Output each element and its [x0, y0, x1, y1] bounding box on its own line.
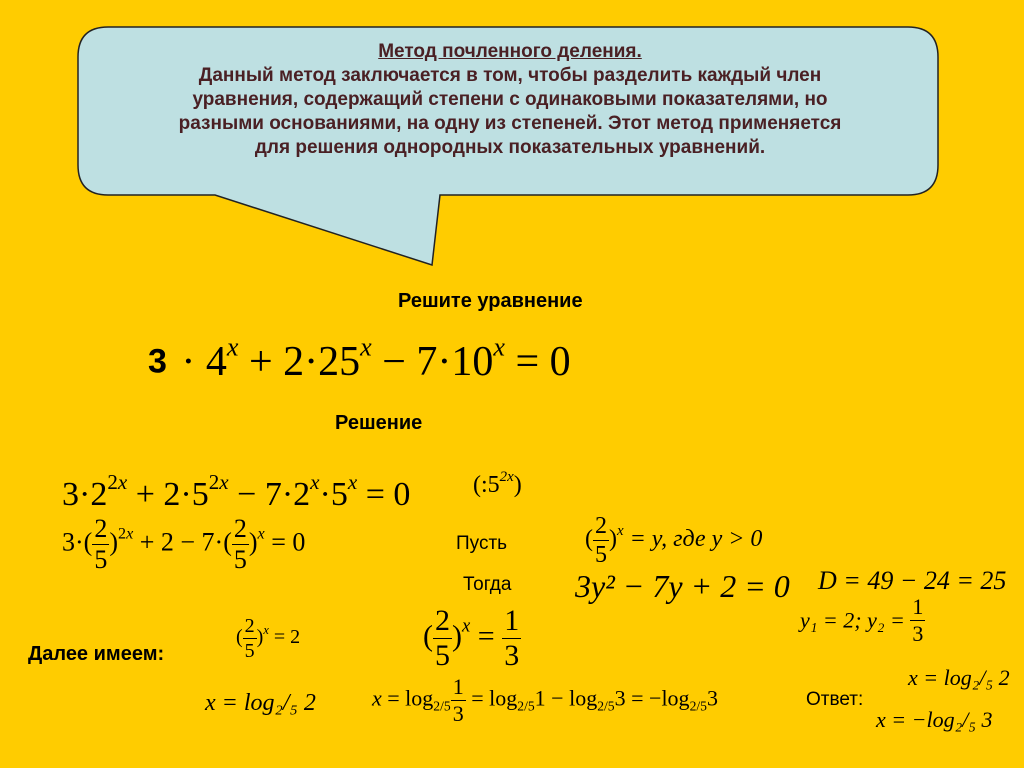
case-2-solution: $x = \log_{2/5}$ $\frac{1}{3}$ = $\log_{2/5}1 - \log_{2/5}3 = -\log_{2/5}3$ — [372, 674, 718, 726]
bubble-line-4: для решения однородных показательных уравнений. — [254, 137, 766, 158]
answer-label: Ответ: — [806, 689, 864, 710]
let-label: Пусть — [456, 533, 508, 554]
bubble-line-3: разными основаниями, на одну из степеней. Этот метод применяется — [178, 113, 842, 134]
divide-exponent: 2x — [499, 468, 514, 485]
solution-heading: Решение — [335, 412, 423, 434]
bubble-line-1: Данный метод заключается в том, чтобы разделить каждый член — [198, 65, 822, 86]
case-1-equation: ( $\frac{2}{5}$ )$^x$ = 2 — [236, 615, 301, 662]
equation-line-2: 3·( $\frac{2}{5}$ )$^{2x}$ + 2 − 7·( $\frac{2}{5}$ )$^x$ = 0 — [62, 514, 306, 574]
answer-2: x = −log₂/₅ 3 — [876, 707, 993, 732]
task-number: 3 — [148, 342, 167, 381]
substitution: ( $\frac{2}{5}$ )$^x$ = y, где y > 0 — [585, 513, 763, 568]
main-equation — [148, 332, 571, 386]
further-label: Далее имеем: — [28, 643, 165, 665]
case-1-solution: x = log₂/₅ 2 — [205, 690, 316, 716]
bubble-text — [95, 40, 925, 160]
equation-line-1: $3\cdot 2^{2x} + 2\cdot 5^{2x} - 7\cdot 2^x\cdot 5^x = 0$ — [62, 470, 411, 513]
case-1-rhs: = 2 — [273, 626, 301, 649]
main-equation-expr: · $4^x + 2\cdot 25^x - 7\cdot 10^x = 0$ — [170, 332, 571, 385]
case-2-equation: ( $\frac{2}{5}$ )$^x$ = $\frac{1}{3}$ — [423, 604, 520, 672]
divide-label: (:5 — [473, 472, 500, 498]
discriminant: D = 49 − 24 = 25 — [818, 566, 1007, 595]
divide-note: $(:5^{2x})$ — [473, 468, 522, 498]
then-label: Тогда — [463, 574, 512, 595]
answer-1: x = log₂/₅ 2 — [908, 665, 1010, 690]
roots-text: y₁ = 2; y₂ = — [800, 607, 905, 633]
bubble-line-2: уравнения, содержащий степени с одинаковыми показателями, но — [192, 89, 828, 110]
bubble-title: Метод почленного деления. — [378, 41, 642, 62]
roots: y₁ = 2; y₂ = $\frac{1}{3}$ — [800, 594, 924, 646]
substitution-where: = y, где y > 0 — [629, 526, 763, 553]
quadratic-equation: 3y² − 7y + 2 = 0 — [575, 568, 790, 604]
task-heading: Решите уравнение — [398, 290, 583, 312]
